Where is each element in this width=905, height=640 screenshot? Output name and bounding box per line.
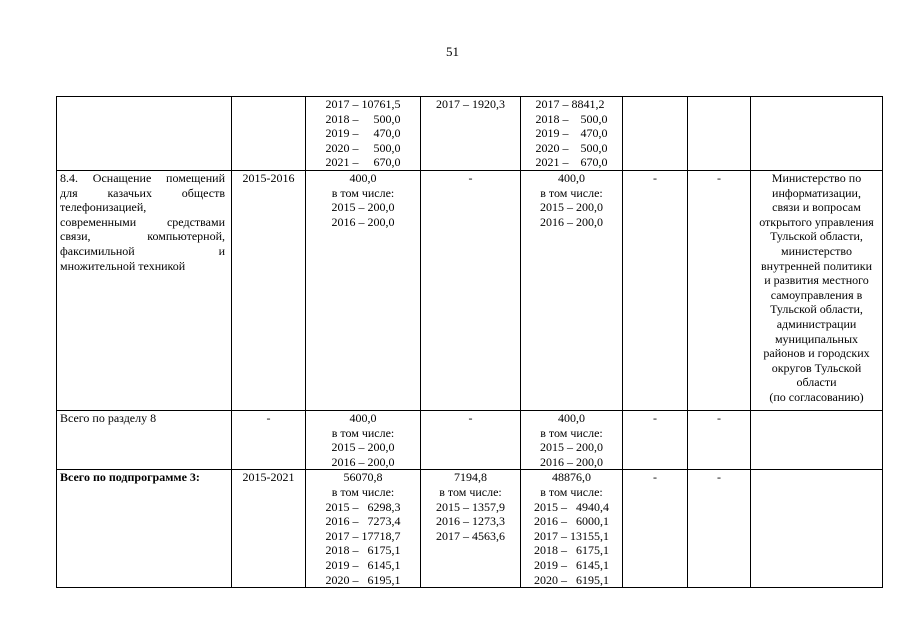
- amount-line: 400,0: [558, 170, 585, 185]
- total-funding-cell: [306, 410, 421, 469]
- executor-line: муниципальных: [774, 331, 859, 346]
- amount-line: 2017 – 8841,2: [535, 97, 605, 111]
- total-funding-cell: [306, 97, 421, 171]
- amount-line: 2016 – 7273,4: [325, 514, 401, 529]
- amount-line: 2019 – 470,0: [535, 126, 608, 141]
- amount-line: 2018 – 500,0: [325, 111, 401, 126]
- extra-funding-cell: -: [688, 170, 751, 410]
- extra-funding-cell: -: [688, 410, 751, 469]
- amount-line: 7194,8: [454, 470, 487, 485]
- amount-line: в том числе:: [439, 484, 502, 499]
- amount-line: 2015 – 6298,3: [325, 499, 401, 514]
- executor-cell: [751, 97, 883, 171]
- amount-line: 2017 – 4563,6: [436, 528, 505, 543]
- executor-line: и развития местного: [764, 273, 869, 288]
- amount-line: 2017 – 17718,7: [325, 528, 401, 543]
- name-line: современными средствами: [60, 214, 225, 229]
- period-cell: 2015-2016: [232, 170, 306, 410]
- amount-line: 2018 – 6175,1: [325, 543, 401, 558]
- amount-line: 2016 – 6000,1: [534, 514, 609, 529]
- page-number: 51: [446, 44, 459, 59]
- extra-funding-cell: -: [688, 470, 751, 588]
- table-row: [57, 470, 883, 588]
- amount-line: в том числе:: [540, 425, 603, 440]
- amount-line: 2020 – 500,0: [325, 140, 401, 155]
- amount-line: 2015 – 4940,4: [534, 499, 609, 514]
- executor-line: Тульской области,: [770, 229, 863, 244]
- amount-line: 2015 – 200,0: [540, 200, 603, 215]
- period-cell: [232, 97, 306, 171]
- executor-line: районов и городских: [763, 346, 870, 361]
- amount-line: 2015 – 200,0: [540, 440, 603, 455]
- amount-line: 400,0: [349, 410, 377, 425]
- executor-line: округов Тульской: [771, 360, 862, 375]
- executor-line: министерство: [781, 243, 852, 258]
- local-funding-cell: -: [623, 470, 688, 588]
- amount-line: 56070,8: [343, 470, 383, 485]
- regional-funding-cell: [521, 410, 623, 469]
- dash-value: -: [468, 410, 473, 425]
- regional-funding-cell: [521, 170, 623, 410]
- total-funding-cell: [306, 470, 421, 588]
- name-line: связи, компьютерной,: [60, 229, 225, 244]
- amount-line: 2020 – 500,0: [535, 140, 608, 155]
- executor-line: администрации: [776, 316, 857, 331]
- name-line: для казачьих обществ: [60, 185, 225, 200]
- amount-line: 2020 – 6195,1: [534, 572, 609, 587]
- executor-line: самоуправления в: [770, 287, 863, 302]
- amount-line: 2016 – 1273,3: [436, 514, 505, 529]
- regional-funding-cell: [521, 470, 623, 588]
- name-cell: [57, 97, 232, 171]
- amount-line: 2019 – 470,0: [325, 126, 401, 141]
- local-funding-cell: -: [623, 410, 688, 469]
- executor-line: информатизации,: [772, 185, 861, 200]
- period-cell: -: [232, 410, 306, 469]
- amount-line: 2019 – 6145,1: [534, 557, 609, 572]
- name-cell: [57, 170, 232, 410]
- executor-line: Министерство по: [771, 170, 862, 185]
- period-cell: 2015-2021: [232, 470, 306, 588]
- name-line: Всего по разделу 8: [60, 410, 157, 425]
- executor-cell: [751, 470, 883, 588]
- amount-line: 2016 – 200,0: [331, 214, 395, 229]
- amount-line: в том числе:: [331, 185, 395, 200]
- amount-line: в том числе:: [540, 484, 603, 499]
- federal-funding-cell: [421, 170, 521, 410]
- executor-line: Тульской области,: [770, 302, 863, 317]
- local-funding-cell: -: [623, 170, 688, 410]
- amount-line: в том числе:: [540, 185, 603, 200]
- dash-value: -: [468, 170, 473, 185]
- amount-line: в том числе:: [331, 484, 395, 499]
- table-row: [57, 410, 883, 469]
- amount-line: 2021 – 670,0: [325, 155, 401, 170]
- amount-line: 2015 – 200,0: [331, 200, 395, 215]
- amount-line: 2015 – 200,0: [331, 440, 395, 455]
- amount-line: 2016 – 200,0: [540, 214, 603, 229]
- amount-line: 2021 – 670,0: [535, 155, 608, 170]
- program-table: [56, 96, 883, 588]
- name-line: факсимильной и: [60, 243, 225, 258]
- table-row: [57, 97, 883, 171]
- amount-line: 2015 – 1357,9: [436, 499, 505, 514]
- executor-line: (по согласованию): [769, 389, 864, 404]
- executor-cell: [751, 410, 883, 469]
- table-row: [57, 170, 883, 410]
- federal-funding-cell: [421, 470, 521, 588]
- executor-line: области: [796, 375, 837, 390]
- federal-funding-cell: [421, 410, 521, 469]
- amount-line: в том числе:: [331, 425, 395, 440]
- amount-line: 400,0: [349, 170, 377, 185]
- amount-line: 2018 – 500,0: [535, 111, 608, 126]
- executor-line: внутренней политики: [761, 258, 872, 273]
- amount-line: 2017 – 1920,3: [436, 97, 505, 111]
- name-line: Всего по подпрограмме 3:: [60, 470, 200, 485]
- name-line: 8.4. Оснащение помещений: [60, 170, 225, 185]
- name-line: множительной техникой: [60, 258, 186, 273]
- local-funding-cell: [623, 97, 688, 171]
- executor-line: открытого управления: [759, 214, 874, 229]
- regional-funding-cell: [521, 97, 623, 171]
- executor-line: связи и вопросам: [772, 200, 861, 215]
- extra-funding-cell: [688, 97, 751, 171]
- federal-funding-cell: [421, 97, 521, 171]
- amount-line: 2018 – 6175,1: [534, 543, 609, 558]
- executor-cell: [751, 170, 883, 410]
- amount-line: 2019 – 6145,1: [325, 557, 401, 572]
- amount-line: 2017 – 13155,1: [534, 528, 609, 543]
- amount-line: 2016 – 200,0: [540, 454, 603, 469]
- amount-line: 400,0: [558, 410, 585, 425]
- name-cell: [57, 470, 232, 588]
- amount-line: 2017 – 10761,5: [325, 97, 401, 111]
- amount-line: 48876,0: [552, 470, 591, 485]
- total-funding-cell: [306, 170, 421, 410]
- name-line: телефонизацией,: [60, 200, 147, 215]
- amount-line: 2020 – 6195,1: [325, 572, 401, 587]
- name-cell: [57, 410, 232, 469]
- amount-line: 2016 – 200,0: [331, 454, 395, 469]
